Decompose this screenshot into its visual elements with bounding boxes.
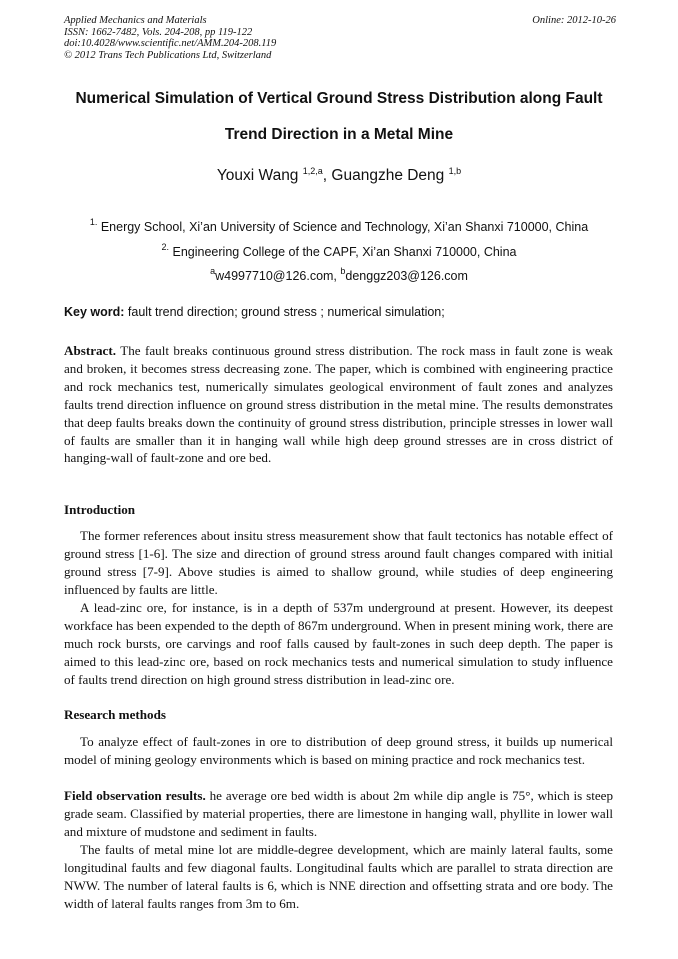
affiliation-2-mark: 2. [161,242,170,252]
affiliation-1-mark: 1. [89,217,98,227]
methods-heading: Research methods [64,707,166,722]
paper-title-line-2: Trend Direction in a Metal Mine [224,126,454,143]
author-1-affil: 1,2,a [302,166,323,176]
introduction-paragraph-1: The former references about insitu stress measurement show that fault tectonics has notable effect of ground stress [1-6]. The size and direction of ground stress around fault changes compared with initial ground stress [7-9]. Above studies is aimed to shallow ground, while studies of deep engineering influenced by faults are little. [64,528,613,597]
journal-header [64,15,616,61]
methods-paragraph-3: The faults of metal mine lot are middle-degree development, which are mainly lateral faults, some longitudinal faults and few diagonal faults. Longitudinal faults which are parallel to strata direction are NWW. The number of lateral faults is 6, which is NNE direction and offsetting strata and ore body. The width of lateral faults ranges from 3m to 6m. [64,842,613,911]
introduction-heading: Introduction [64,502,136,517]
email-a-mark: a [210,266,216,276]
email-b-mark: b [340,266,346,276]
abstract-text: The fault breaks continuous ground stress distribution. The rock mass in fault zone is weak and broken, it becomes stress decreasing zone. The paper, which is combined with engineering practice and rock mechanics test, numerically simulates geological environment of fault zones and analyzes faults trend direction influence on ground stress distribution in the metal mine. The results demonstrates that deep faults breaks down the continuity of ground stress distribution, principle stresses in lower wall of faults are smaller than it in hanging wall while high deep ground stresses are in cross district of hanging-wall of fault-zone and ore bed. [64,343,613,466]
doi-line[interactable]: doi:10.4028/www.scientific.net/AMM.204-208.119 [64,38,277,49]
affiliation-1 [40,217,638,234]
author-2-name: Guangzhe Deng [331,167,445,184]
author-emails [40,266,638,283]
introduction-paragraph-2: A lead-zinc ore, for instance, is in a depth of 537m underground at present. However, its deepest workface has been expended to the depth of 867m underground. When in present mining work, there are much rock bursts, ore carvings and roof falls caused by fault-zones in such deep depth. The paper is aimed to this lead-zinc ore, based on rock mechanics tests and numerical simulation to study influence of faults trend direction on high ground stress distribution in lead-zinc ore. [64,600,613,687]
online-date: Online: 2012-10-26 [532,15,616,26]
methods-paragraph-1: To analyze effect of fault-zones in ore to distribution of deep ground stress, it builds up numerical model of mining geology environments which is based on mining practice and rock mechanics test. [64,734,613,767]
keywords-text: fault trend direction; ground stress ; numerical simulation; [127,305,445,319]
paper-title-line-1: Numerical Simulation of Vertical Ground Stress Distribution along Fault [75,90,603,107]
author-1-name: Youxi Wang [216,167,299,184]
field-observation-label: Field observation results. [64,788,206,803]
abstract-paragraph [64,342,613,467]
abstract-label: Abstract. [64,343,116,358]
issn-line: ISSN: 1662-7482, Vols. 204-208, pp 119-122 [64,26,253,38]
keywords [64,305,616,319]
email-b[interactable]: denggz203@126.com [345,269,468,283]
copyright-line: © 2012 Trans Tech Publications Ltd, Switzerland [64,49,272,61]
affiliation-2-text: Engineering College of the CAPF, Xi’an Shanxi 710000, China [172,245,517,259]
author-list: Youxi Wang $^{1,2,a}$, Guangzhe Deng $^{1,b}$ [216,166,462,184]
methods-paragraph-2 [64,787,613,841]
affiliation-2 [40,242,638,259]
author-2-affil: 1,b [448,166,462,176]
affiliation-1-text: Energy School, Xi’an University of Science and Technology, Xi’an Shanxi 710000, China [100,220,589,234]
keywords-label: Key word: [64,305,125,319]
field-observation-text: he average ore bed width is about 2m while dip angle is 75°, which is steep grade seam. Classified by material properties, there are limestone in hanging wall, phyllite in lower wall and mixture of mudstone and sediment in faults. [64,788,614,839]
journal-name: Applied Mechanics and Materials [64,15,207,26]
email-a[interactable]: w4997710@126.com, [215,269,337,283]
